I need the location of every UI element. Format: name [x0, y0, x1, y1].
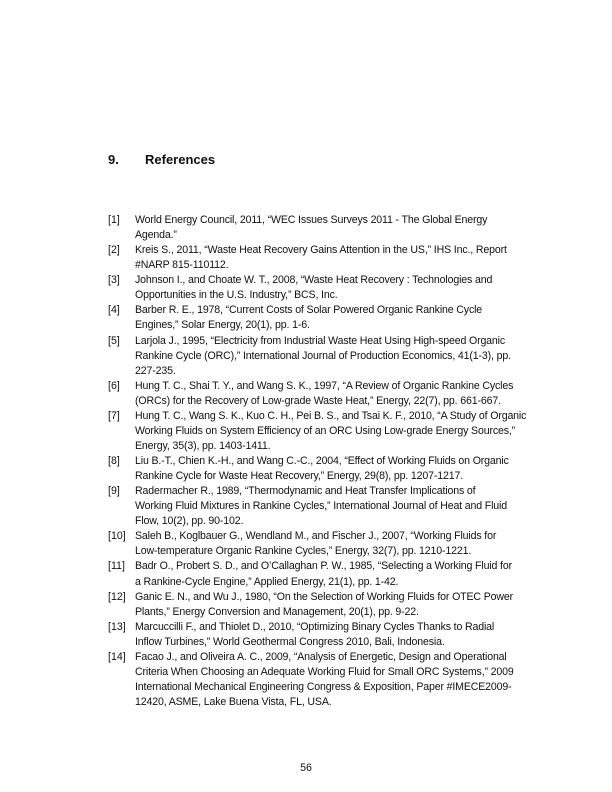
reference-list — [108, 213, 548, 710]
reference-text-line: Rankine Cycle (ORC),” International Journal of Production Economics, 41(1-3), pp. — [135, 349, 511, 362]
reference-text-line: Agenda.” — [135, 229, 177, 242]
reference-text-line: Plants,” Energy Conversion and Management, 20(1), pp. 9-22. — [135, 605, 419, 618]
reference-text-line: Saleh B., Koglbauer G., Wendland M., and Fischer J., 2007, “Working Fluids for — [135, 530, 497, 543]
reference-index: [10] — [108, 530, 126, 543]
reference-item — [108, 454, 548, 484]
reference-text-line: Working Fluids on System Efficiency of an ORC Using Low-grade Energy Sources,” — [135, 424, 516, 437]
reference-text-line: Barber R. E., 1978, “Current Costs of Solar Powered Organic Rankine Cycle — [135, 304, 483, 317]
reference-index: [4] — [108, 304, 120, 317]
reference-text-line: Marcuccilli F., and Thiolet D., 2010, “Optimizing Binary Cycles Thanks to Radial — [135, 620, 495, 633]
reference-item — [108, 484, 548, 529]
reference-text-line: Facao J., and Oliveira A. C., 2009, “Analysis of Energetic, Design and Operational — [135, 650, 507, 663]
reference-text-line: 227-235. — [135, 364, 176, 377]
reference-index: [7] — [108, 409, 120, 422]
reference-index: [11] — [108, 560, 125, 573]
reference-text-line: International Mechanical Engineering Congress & Exposition, Paper #IMECE2009- — [135, 680, 512, 693]
section-title: References — [145, 152, 216, 167]
reference-index: [6] — [108, 379, 120, 392]
reference-index: [13] — [108, 620, 126, 633]
reference-text-line: Ganic E. N., and Wu J., 1980, “On the Selection of Working Fluids for OTEC Power — [135, 590, 513, 603]
reference-index: [3] — [108, 274, 120, 287]
reference-text-line: Rankine Cycle for Waste Heat Recovery,” Energy, 29(8), pp. 1207-1217. — [135, 470, 464, 483]
reference-item — [108, 379, 548, 409]
reference-text-line: (ORCs) for the Recovery of Low-grade Waste Heat,” Energy, 22(7), pp. 661-667. — [135, 394, 501, 407]
reference-text-line: Liu B.-T., Chien K.-H., and Wang C.-C., 2004, “Effect of Working Fluids on Organic — [135, 455, 509, 467]
reference-index: [5] — [108, 334, 120, 347]
reference-text-line: Hung T. C., Shai T. Y., and Wang S. K., 1997, “A Review of Organic Rankine Cycles — [135, 379, 514, 392]
reference-text-line: Badr O., Probert S. D., and O’Callaghan P. W., 1985, “Selecting a Working Fluid for — [135, 560, 512, 573]
reference-text-line: 12420, ASME, Lake Buena Vista, FL, USA. — [135, 696, 332, 708]
reference-text-line: Radermacher R., 1989, “Thermodynamic and Heat Transfer Implications of — [135, 485, 476, 498]
reference-text-line: Criteria When Choosing an Adequate Working Fluid for Small ORC Systems,” 2009 — [135, 665, 514, 678]
reference-text-line: #NARP 815-110112. — [135, 259, 229, 272]
section-number: 9. — [108, 152, 119, 167]
reference-item — [108, 334, 548, 379]
reference-index: [9] — [108, 485, 120, 498]
reference-index: [2] — [108, 244, 120, 257]
reference-item — [108, 409, 548, 454]
reference-item — [108, 243, 548, 273]
reference-item — [108, 529, 548, 559]
reference-item — [108, 590, 548, 620]
reference-text-line: Kreis S., 2011, “Waste Heat Recovery Gains Attention in the US,” IHS Inc., Report — [135, 244, 507, 257]
reference-text-line: Working Fluid Mixtures in Rankine Cycles,” International Journal of Heat and Fluid — [135, 500, 507, 513]
reference-item — [108, 303, 548, 333]
reference-text-line: Low-temperature Organic Rankine Cycles,” Energy, 32(7), pp. 1210-1221. — [135, 545, 472, 558]
reference-text-line: Inflow Turbines,” World Geothermal Congress 2010, Bali, Indonesia. — [135, 635, 445, 648]
page-number: 56 — [300, 762, 312, 774]
reference-index: [14] — [108, 650, 126, 663]
reference-item — [108, 650, 548, 710]
reference-text-line: World Energy Council, 2011, “WEC Issues Surveys 2011 - The Global Energy — [135, 214, 488, 226]
reference-text-line: a Rankine-Cycle Engine,” Applied Energy, 21(1), pp. 1-42. — [135, 575, 399, 588]
reference-text-line: Energy, 35(3), pp. 1403-1411. — [135, 439, 271, 452]
reference-item — [108, 213, 548, 243]
reference-index: [8] — [108, 455, 120, 467]
reference-text-line: Hung T. C., Wang S. K., Kuo C. H., Pei B. S., and Tsai K. F., 2010, “A Study of Organic — [135, 409, 527, 422]
reference-text-line: Johnson I., and Choate W. T., 2008, “Waste Heat Recovery : Technologies and — [135, 274, 493, 287]
reference-item — [108, 620, 548, 650]
reference-index: [12] — [108, 590, 126, 603]
reference-item — [108, 559, 548, 589]
reference-text-line: Larjola J., 1995, “Electricity from Industrial Waste Heat Using High-speed Organic — [135, 334, 506, 347]
reference-item — [108, 273, 548, 303]
reference-text-line: Opportunities in the U.S. Industry,” BCS, Inc. — [135, 289, 338, 302]
reference-text-line: Flow, 10(2), pp. 90-102. — [135, 515, 244, 528]
reference-text-line: Engines,” Solar Energy, 20(1), pp. 1-6. — [135, 319, 310, 332]
reference-index: [1] — [108, 214, 120, 226]
